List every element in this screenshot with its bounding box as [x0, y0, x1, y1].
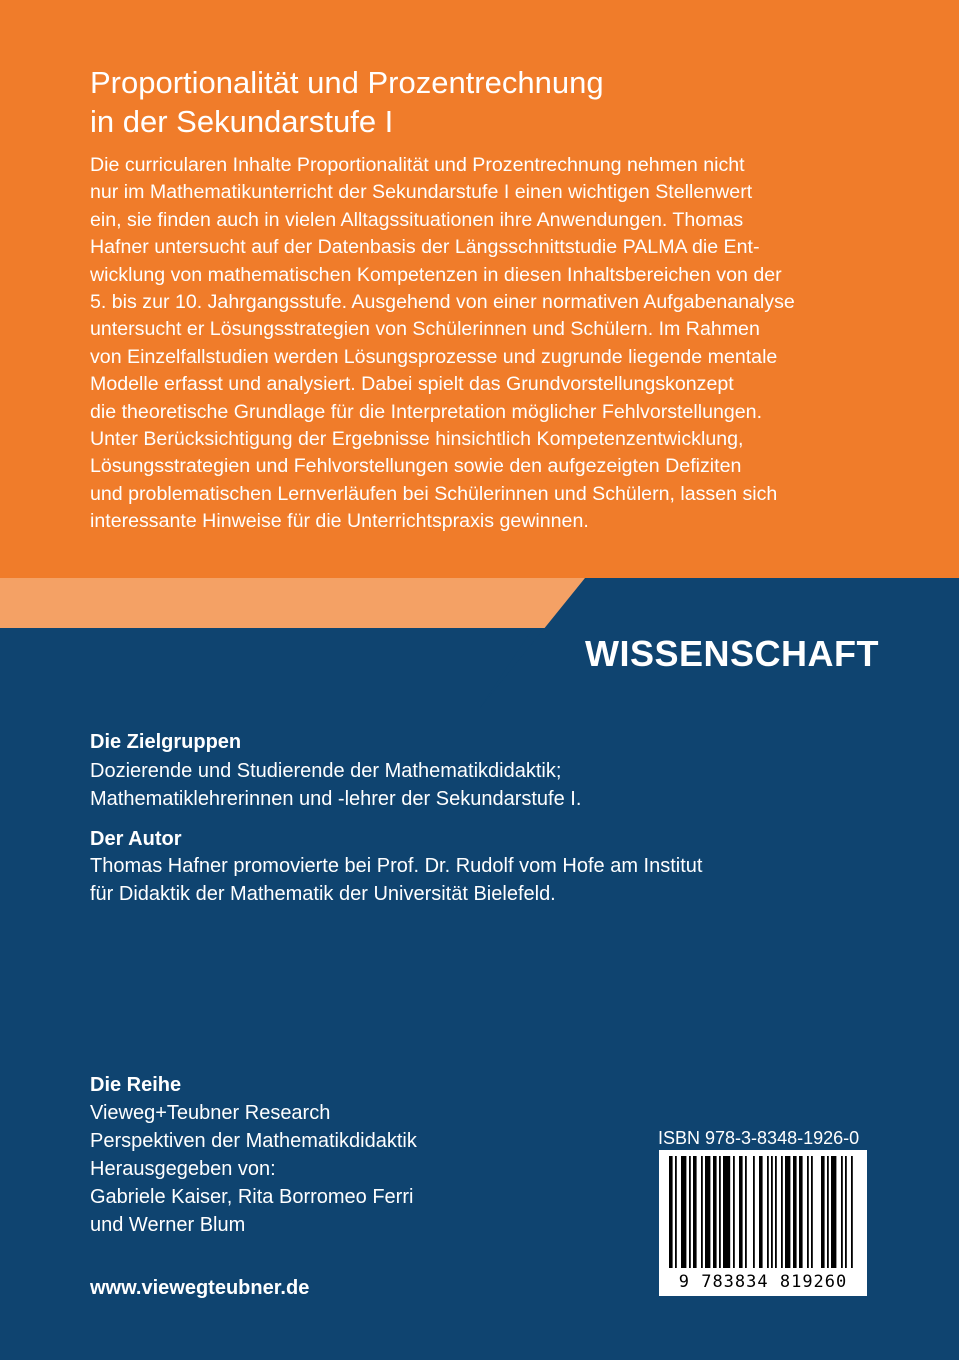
barcode-bar: [799, 1156, 803, 1268]
description-line: 5. bis zur 10. Jahrgangsstufe. Ausgehend von einer normativen Aufgabenanalyse: [90, 291, 795, 314]
book-title-line: in der Sekundarstufe I: [90, 104, 394, 139]
barcode-bar: [713, 1156, 717, 1268]
series-heading: Die Reihe: [90, 1074, 182, 1096]
book-title: [90, 63, 910, 141]
barcode-bar: [723, 1156, 730, 1268]
barcode-bar: [759, 1156, 763, 1268]
series-line: und Werner Blum: [90, 1214, 246, 1236]
author-line: Thomas Hafner promovierte bei Prof. Dr. Rudolf vom Hofe am Institut: [90, 855, 703, 877]
barcode-bar: [841, 1156, 843, 1268]
barcode-digits: 9 783834 819260: [678, 1272, 848, 1292]
barcode-bar: [767, 1156, 769, 1268]
barcode-bar: [675, 1156, 677, 1268]
author-line: für Didaktik der Mathematik der Universität Bielefeld.: [90, 883, 556, 905]
barcode-bar: [669, 1156, 673, 1268]
isbn-label: ISBN 978-3-8348-1926-0: [658, 1128, 860, 1148]
series-text: [90, 1099, 417, 1239]
barcode-bar: [745, 1156, 747, 1268]
description-line: Unter Berücksichtigung der Ergebnisse hinsichtlich Kompetenzentwicklung,: [90, 428, 744, 451]
description-line: und problematischen Lernverläufen bei Schülerinnen und Schülern, lassen sich: [90, 482, 778, 505]
description-line: Modelle erfasst und analysiert. Dabei spielt das Grundvorstellungskonzept: [90, 373, 734, 396]
barcode-bar: [781, 1156, 783, 1268]
target-groups-line: Dozierende und Studierende der Mathematikdidaktik;: [90, 760, 562, 782]
description-line: von Einzelfallstudien werden Lösungsprozesse und zugrunde liegende mentale: [90, 345, 778, 368]
barcode-bar: [705, 1156, 710, 1268]
description-line: wicklung von mathematischen Kompetenzen in diesen Inhaltsbereichen von der: [90, 263, 782, 286]
barcode-bar: [733, 1156, 735, 1268]
barcode-bar: [719, 1156, 721, 1268]
target-groups-line: Mathematiklehrerinnen und -lehrer der Sekundarstufe I.: [90, 788, 582, 810]
series-line: Perspektiven der Mathematikdidaktik: [90, 1130, 417, 1152]
barcode-bar: [793, 1156, 797, 1268]
barcode-bar: [771, 1156, 773, 1268]
barcode-bar: [807, 1156, 809, 1268]
barcode-bar: [681, 1156, 686, 1268]
navy-diagonal-band: [0, 628, 533, 708]
description-line: Lösungsstrategien und Fehlvorstellungen sowie den aufgezeigten Defiziten: [90, 455, 742, 478]
isbn-barcode: [659, 1150, 867, 1296]
barcode-bars: [665, 1156, 861, 1268]
target-groups-heading: Die Zielgruppen: [90, 731, 242, 753]
barcode-bar: [701, 1156, 703, 1268]
barcode-bar: [753, 1156, 755, 1268]
description-line: untersucht er Lösungsstrategien von Schülerinnen und Schülern. Im Rahmen: [90, 318, 760, 341]
barcode-bar: [775, 1156, 777, 1268]
series-line: Gabriele Kaiser, Rita Borromeo Ferri: [90, 1186, 414, 1208]
description-line: Hafner untersucht auf der Datenbasis der Längsschnittstudie PALMA die Ent-: [90, 236, 760, 259]
series-line: Herausgegeben von:: [90, 1158, 276, 1180]
barcode-bar: [811, 1156, 813, 1268]
publisher-website[interactable]: www.viewegteubner.de: [90, 1277, 310, 1299]
description-line: ein, sie finden auch in vielen Alltagssituationen ihre Anwendungen. Thomas: [90, 208, 744, 231]
target-groups-text: [90, 757, 581, 813]
series-line: Vieweg+Teubner Research: [90, 1102, 331, 1124]
author-text: [90, 852, 702, 908]
barcode-bar: [689, 1156, 691, 1268]
description-line: nur im Mathematikunterricht der Sekundarstufe I einen wichtigen Stellenwert: [90, 181, 753, 204]
description-line: Die curricularen Inhalte Proportionalität und Prozentrechnung nehmen nicht: [90, 154, 745, 176]
barcode-bar: [821, 1156, 825, 1268]
series-label-wissenschaft: WISSENSCHAFT: [585, 633, 879, 674]
book-description: [90, 152, 890, 536]
barcode-bar: [693, 1156, 697, 1268]
barcode-bar: [827, 1156, 829, 1268]
barcode-bar: [851, 1156, 853, 1268]
description-line: interessante Hinweise für die Unterrichtspraxis gewinnen.: [90, 510, 589, 533]
barcode-bar: [785, 1156, 790, 1268]
author-heading: Der Autor: [90, 828, 182, 850]
barcode-bar: [845, 1156, 847, 1268]
barcode-bar: [739, 1156, 743, 1268]
barcode-bar: [831, 1156, 836, 1268]
book-title-line: Proportionalität und Prozentrechnung: [90, 65, 604, 100]
description-line: die theoretische Grundlage für die Interpretation möglicher Fehlvorstellungen.: [90, 400, 763, 423]
